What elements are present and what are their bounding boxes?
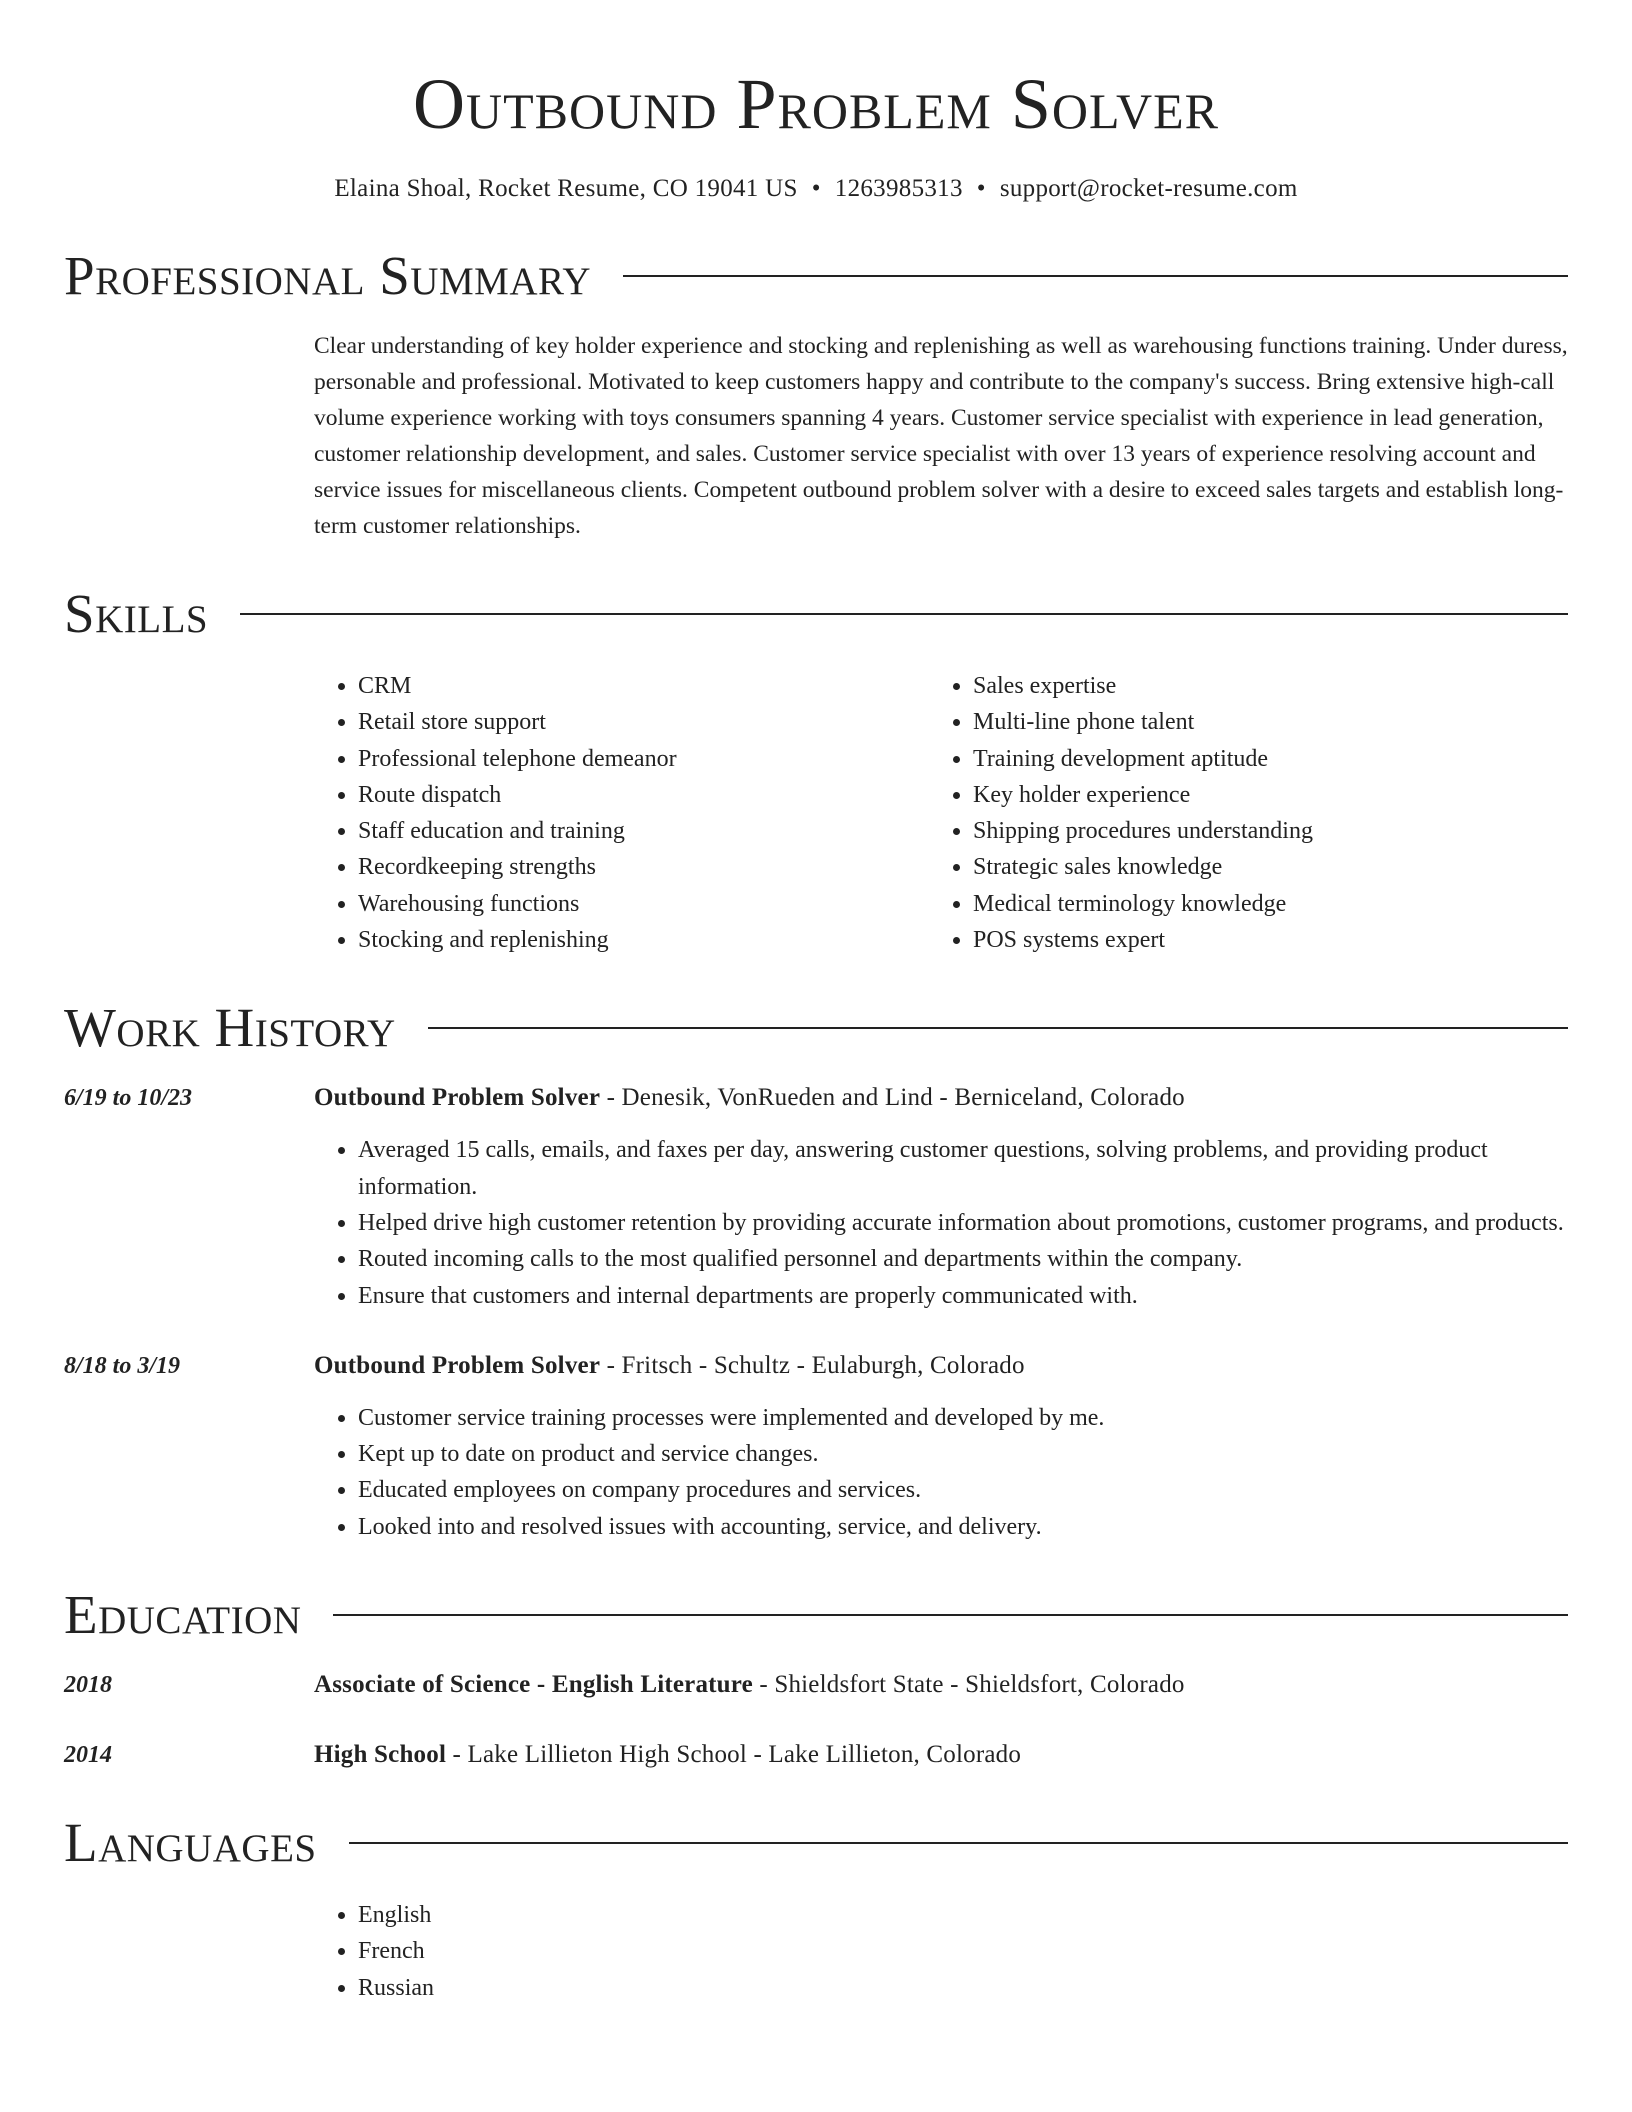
contact-separator: • (811, 175, 821, 202)
skill-item: • Training development aptitude (973, 741, 1544, 777)
contact-separator: • (976, 175, 986, 202)
skill-item: • Multi-line phone talent (973, 704, 1544, 740)
skill-item: • Staff education and training (358, 813, 929, 849)
job-bullet: • Customer service training processes were implemented and developed by me. (358, 1400, 1568, 1436)
skill-item: • Route dispatch (358, 777, 929, 813)
resume-page (64, 0, 1568, 2006)
education-degree: Associate of Science - English Literature (314, 1671, 753, 1699)
skill-item: • Stocking and replenishing (358, 922, 929, 958)
job-bullets (314, 1400, 1568, 1545)
language-item: • French (358, 1933, 1568, 1969)
section-divider (240, 613, 1568, 615)
skill-item: • Key holder experience (973, 777, 1544, 813)
job-entry (64, 1348, 1568, 1384)
section-divider (349, 1842, 1568, 1844)
skills-section-header (64, 582, 1568, 646)
education-heading-line (314, 1667, 1185, 1703)
work-section-header (64, 996, 1568, 1060)
skill-item: • Retail store support (358, 704, 929, 740)
skill-item: • Shipping procedures understanding (973, 813, 1544, 849)
contact-address: Elaina Shoal, Rocket Resume, CO 19041 US (334, 175, 798, 202)
job-dates: 8/18 to 3/19 (64, 1352, 181, 1379)
languages-list (314, 1897, 1568, 2006)
skills-heading: Skills (64, 583, 209, 644)
skill-item: • CRM (358, 668, 929, 704)
contact-phone: 1263985313 (834, 175, 963, 202)
skill-item: • Sales expertise (973, 668, 1544, 704)
education-year: 2018 (64, 1672, 112, 1699)
skill-item: • Warehousing functions (358, 886, 929, 922)
skill-item: • Strategic sales knowledge (973, 849, 1544, 885)
summary-text: Clear understanding of key holder experience and stocking and replenishing as well as warehousing functions training. Under duress, personable and professional. Motivated to keep customers happy and contribute to the company's success. Bring extensive high-call volume experience working with toys consumers spanning 4 years. Customer service specialist with experience in lead generation, customer relationship development, and sales. Customer service specialist with over 13 years of experience resolving account and service issues for miscellaneous clients. Competent outbound problem solver with a desire to exceed sales targets and establish long-term customer relationships. (314, 333, 1568, 539)
job-bullet: • Ensure that customers and internal departments are properly communicated with. (358, 1278, 1568, 1314)
job-bullet: • Looked into and resolved issues with accounting, service, and delivery. (358, 1509, 1568, 1545)
skills-column-left (314, 668, 929, 958)
education-detail: - Shieldsfort State - Shieldsfort, Colorado (752, 1671, 1185, 1699)
skill-item: • POS systems expert (973, 922, 1544, 958)
languages-section-header (64, 1811, 1568, 1875)
section-divider (333, 1614, 1568, 1616)
job-bullet: • Educated employees on company procedures and services. (358, 1472, 1568, 1508)
job-heading (314, 1348, 1025, 1384)
job-heading (314, 1080, 1185, 1116)
job-bullet: • Routed incoming calls to the most qualified personnel and departments within the company. (358, 1241, 1568, 1277)
education-entry (64, 1667, 1568, 1703)
skill-item: • Recordkeeping strengths (358, 849, 929, 885)
job-detail: - Denesik, VonRueden and Lind - Berniceland, Colorado (600, 1084, 1185, 1112)
skill-item: • Medical terminology knowledge (973, 886, 1544, 922)
job-bullets (314, 1132, 1568, 1313)
job-bullet: • Helped drive high customer retention by providing accurate information about promotions, customer programs, and products. (358, 1205, 1568, 1241)
contact-email: support@rocket-resume.com (999, 175, 1298, 202)
job-detail: - Fritsch - Schultz - Eulaburgh, Colorado (600, 1351, 1025, 1379)
skill-item: • Professional telephone demeanor (358, 741, 929, 777)
section-divider (623, 275, 1568, 277)
language-item: • English (358, 1897, 1568, 1933)
education-heading-line (314, 1737, 1021, 1773)
education-section-header (64, 1583, 1568, 1647)
work-heading: Work History (64, 997, 396, 1059)
job-entry (64, 1080, 1568, 1116)
education-heading: Education (64, 1584, 302, 1646)
job-title: Outbound Problem Solver (314, 1084, 601, 1112)
languages-heading: Languages (64, 1812, 317, 1874)
resume-title: Outbound Problem Solver (413, 64, 1219, 144)
section-divider (428, 1027, 1568, 1029)
job-bullet: • Averaged 15 calls, emails, and faxes per day, answering customer questions, solving problems, and providing product information. (358, 1132, 1568, 1205)
education-degree: High School (314, 1741, 447, 1769)
education-entry (64, 1737, 1568, 1773)
summary-heading: Professional Summary (64, 245, 592, 306)
skills-column-right (929, 668, 1544, 958)
education-year: 2014 (64, 1742, 112, 1769)
job-title: Outbound Problem Solver (314, 1351, 601, 1379)
job-bullet: • Kept up to date on product and service changes. (358, 1436, 1568, 1472)
job-dates: 6/19 to 10/23 (64, 1085, 193, 1112)
contact-line (64, 172, 1568, 206)
language-item: • Russian (358, 1970, 1568, 2006)
skills-grid (314, 668, 1568, 958)
education-detail: - Lake Lillieton High School - Lake Lillieton, Colorado (446, 1741, 1022, 1769)
summary-section-header (64, 244, 1568, 308)
